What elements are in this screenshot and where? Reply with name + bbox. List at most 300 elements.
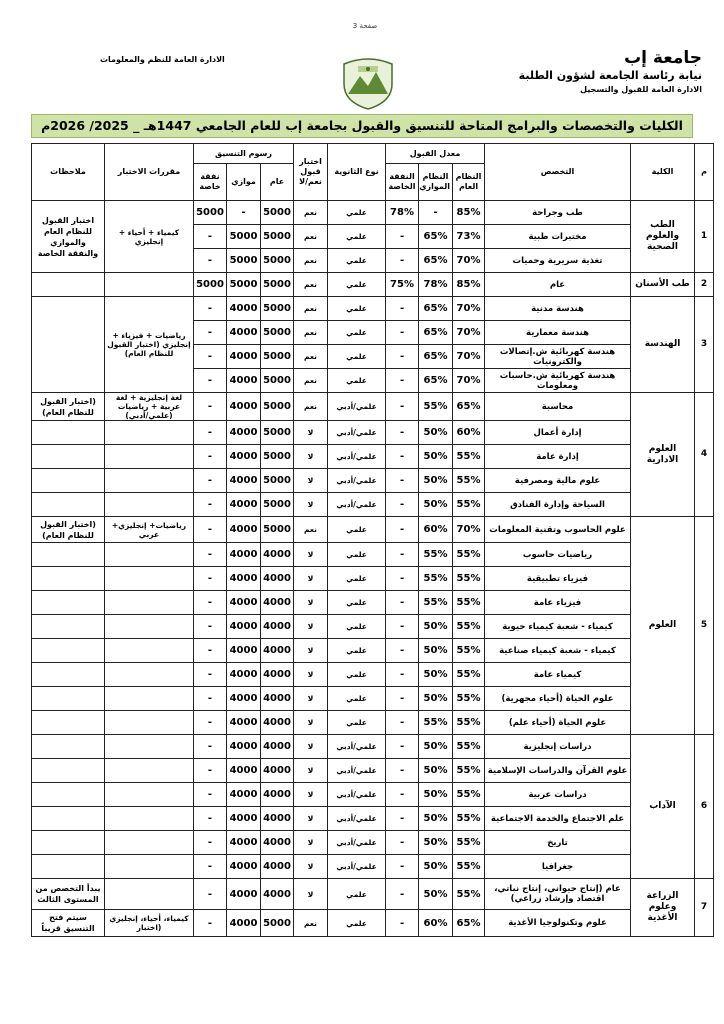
- parallel-rate: 65%: [419, 249, 453, 273]
- secondary-type: علمي/أدبي: [328, 493, 386, 517]
- college-name: العلوم: [631, 517, 695, 735]
- private-rate: -: [386, 591, 419, 615]
- fee-private: -: [194, 517, 227, 543]
- fee-private: -: [194, 297, 227, 321]
- row-number: 6: [695, 735, 714, 879]
- fee-private: -: [194, 543, 227, 567]
- fee-parallel: 4000: [227, 421, 261, 445]
- private-rate: -: [386, 567, 419, 591]
- table-row: [32, 393, 714, 421]
- specialization-name: مختبرات طبية: [485, 225, 631, 249]
- parallel-rate: 50%: [419, 493, 453, 517]
- specialization-name: إدارة عامة: [485, 445, 631, 469]
- parallel-rate: 50%: [419, 735, 453, 759]
- notes: [32, 807, 105, 831]
- secondary-type: علمي: [328, 615, 386, 639]
- specialization-name: تاريخ: [485, 831, 631, 855]
- col-secondary-type: نوع الثانوية: [328, 144, 386, 201]
- exam-subjects: [105, 493, 194, 517]
- parallel-rate: 50%: [419, 687, 453, 711]
- private-rate: -: [386, 783, 419, 807]
- exam-subjects: [105, 735, 194, 759]
- entrance-test: لا: [294, 493, 328, 517]
- parallel-rate: 65%: [419, 225, 453, 249]
- exam-subjects: [105, 711, 194, 735]
- general-rate: 55%: [453, 735, 485, 759]
- fee-parallel: 4000: [227, 855, 261, 879]
- fee-general: 4000: [261, 591, 294, 615]
- table-row: [32, 783, 714, 807]
- specialization-name: علوم الحياة (أحياء مجهرية): [485, 687, 631, 711]
- specialization-name: السياحة وإدارة الفنادق: [485, 493, 631, 517]
- fee-parallel: 4000: [227, 687, 261, 711]
- fee-general: 5000: [261, 201, 294, 225]
- fee-parallel: 4000: [227, 735, 261, 759]
- exam-subjects: [105, 759, 194, 783]
- general-rate: 55%: [453, 807, 485, 831]
- table-row: [32, 445, 714, 469]
- parallel-rate: 50%: [419, 783, 453, 807]
- notes: اختبار القبول للنظام العام والموازي والنفقة الخاصة: [32, 201, 105, 273]
- secondary-type: علمي: [328, 567, 386, 591]
- private-rate: -: [386, 543, 419, 567]
- parallel-rate: 50%: [419, 759, 453, 783]
- fee-private: -: [194, 369, 227, 393]
- private-rate: 78%: [386, 201, 419, 225]
- fee-parallel: 4000: [227, 615, 261, 639]
- parallel-rate: 55%: [419, 543, 453, 567]
- parallel-rate: 55%: [419, 711, 453, 735]
- entrance-test: لا: [294, 543, 328, 567]
- admissions-table: [31, 143, 714, 937]
- fee-general: 4000: [261, 687, 294, 711]
- fee-private: -: [194, 321, 227, 345]
- secondary-type: علمي: [328, 910, 386, 937]
- entrance-test: نعم: [294, 249, 328, 273]
- notes: [32, 421, 105, 445]
- entrance-test: نعم: [294, 393, 328, 421]
- general-rate: 55%: [453, 663, 485, 687]
- general-rate: 60%: [453, 421, 485, 445]
- entrance-test: لا: [294, 663, 328, 687]
- table-row: [32, 831, 714, 855]
- entrance-test: نعم: [294, 321, 328, 345]
- entrance-test: نعم: [294, 201, 328, 225]
- specialization-name: كيمياء - شعبة كيمياء صناعية: [485, 639, 631, 663]
- fee-private: -: [194, 910, 227, 937]
- secondary-type: علمي/أدبي: [328, 855, 386, 879]
- specialization-name: طب وجراحة: [485, 201, 631, 225]
- notes: [32, 567, 105, 591]
- parallel-rate: 65%: [419, 297, 453, 321]
- general-rate: 55%: [453, 543, 485, 567]
- college-name: العلوم الادارية: [631, 393, 695, 517]
- specialization-name: هندسة كهربائية ش.إتصالات والكترونيات: [485, 345, 631, 369]
- college-name: الهندسة: [631, 297, 695, 393]
- exam-subjects: [105, 807, 194, 831]
- entrance-test: نعم: [294, 273, 328, 297]
- private-rate: -: [386, 910, 419, 937]
- general-rate: 55%: [453, 783, 485, 807]
- private-rate: -: [386, 493, 419, 517]
- fee-general: 5000: [261, 910, 294, 937]
- notes: [32, 297, 105, 393]
- table-row: [32, 421, 714, 445]
- general-rate: 70%: [453, 249, 485, 273]
- specialization-name: كيمياء عامة: [485, 663, 631, 687]
- entrance-test: لا: [294, 567, 328, 591]
- entrance-test: لا: [294, 639, 328, 663]
- fee-general: 4000: [261, 783, 294, 807]
- parallel-rate: 50%: [419, 831, 453, 855]
- fee-private: -: [194, 735, 227, 759]
- fee-private: -: [194, 855, 227, 879]
- specialization-name: إدارة أعمال: [485, 421, 631, 445]
- secondary-type: علمي: [328, 321, 386, 345]
- secondary-type: علمي: [328, 591, 386, 615]
- fee-general: 5000: [261, 517, 294, 543]
- private-rate: -: [386, 321, 419, 345]
- fee-parallel: 4000: [227, 369, 261, 393]
- parallel-rate: 50%: [419, 445, 453, 469]
- table-row: [32, 910, 714, 937]
- private-rate: -: [386, 759, 419, 783]
- col-specialization: التخصص: [485, 144, 631, 201]
- fee-general: 4000: [261, 735, 294, 759]
- entrance-test: لا: [294, 445, 328, 469]
- fee-general: 5000: [261, 445, 294, 469]
- table-row: [32, 493, 714, 517]
- parallel-rate: 65%: [419, 345, 453, 369]
- row-number: 3: [695, 297, 714, 393]
- fee-parallel: 4000: [227, 879, 261, 910]
- university-name: جامعة إب: [624, 48, 702, 68]
- parallel-rate: 50%: [419, 469, 453, 493]
- fee-parallel: 4000: [227, 639, 261, 663]
- specialization-name: دراسات إنجليزية: [485, 735, 631, 759]
- general-rate: 70%: [453, 345, 485, 369]
- fee-general: 5000: [261, 273, 294, 297]
- secondary-type: علمي/أدبي: [328, 735, 386, 759]
- fee-parallel: 4000: [227, 543, 261, 567]
- fee-general: 4000: [261, 879, 294, 910]
- table-row: [32, 469, 714, 493]
- col-fee-general: عام: [261, 164, 294, 201]
- fee-private: -: [194, 759, 227, 783]
- private-rate: -: [386, 421, 419, 445]
- fee-general: 5000: [261, 225, 294, 249]
- col-notes: ملاحظات: [32, 144, 105, 201]
- general-rate: 55%: [453, 855, 485, 879]
- col-entrance-test: اختبار قبول نعم/لا: [294, 144, 328, 201]
- general-rate: 65%: [453, 393, 485, 421]
- table-row: [32, 591, 714, 615]
- private-rate: -: [386, 687, 419, 711]
- private-rate: -: [386, 369, 419, 393]
- specialization-name: جغرافيا: [485, 855, 631, 879]
- notes: يبدأ التخصص من المستوى الثالث: [32, 879, 105, 910]
- notes: [32, 493, 105, 517]
- notes: (اختبار القبول للنظام العام): [32, 517, 105, 543]
- col-fee-private: نفقة خاصة: [194, 164, 227, 201]
- secondary-type: علمي: [328, 687, 386, 711]
- general-rate: 70%: [453, 297, 485, 321]
- fee-parallel: 4000: [227, 321, 261, 345]
- secondary-type: علمي/أدبي: [328, 393, 386, 421]
- parallel-rate: 50%: [419, 421, 453, 445]
- entrance-test: لا: [294, 469, 328, 493]
- entrance-test: لا: [294, 615, 328, 639]
- general-rate: 55%: [453, 469, 485, 493]
- private-rate: -: [386, 735, 419, 759]
- college-name: الزراعة وعلوم الأغذية: [631, 879, 695, 937]
- private-rate: -: [386, 831, 419, 855]
- table-row: [32, 297, 714, 321]
- private-rate: -: [386, 297, 419, 321]
- systems-dept: الادارة العامة للنظم والمعلومات: [100, 55, 225, 64]
- fee-general: 5000: [261, 393, 294, 421]
- fee-parallel: 5000: [227, 225, 261, 249]
- col-exam-subjects: مقررات الاختبار: [105, 144, 194, 201]
- notes: [32, 469, 105, 493]
- general-rate: 55%: [453, 639, 485, 663]
- secondary-type: علمي: [328, 249, 386, 273]
- specialization-name: رياضيات حاسوب: [485, 543, 631, 567]
- secondary-type: علمي: [328, 201, 386, 225]
- entrance-test: نعم: [294, 517, 328, 543]
- notes: [32, 615, 105, 639]
- exam-subjects: [105, 855, 194, 879]
- parallel-rate: 60%: [419, 910, 453, 937]
- notes: [32, 783, 105, 807]
- private-rate: -: [386, 807, 419, 831]
- fee-general: 4000: [261, 831, 294, 855]
- entrance-test: نعم: [294, 297, 328, 321]
- secondary-type: علمي: [328, 273, 386, 297]
- fee-private: -: [194, 567, 227, 591]
- exam-subjects: رياضيات+ إنجليزي+ عربي: [105, 517, 194, 543]
- notes: [32, 663, 105, 687]
- general-rate: 55%: [453, 493, 485, 517]
- notes: [32, 687, 105, 711]
- general-rate: 55%: [453, 711, 485, 735]
- notes: [32, 711, 105, 735]
- fee-general: 5000: [261, 469, 294, 493]
- general-rate: 85%: [453, 201, 485, 225]
- notes: [32, 855, 105, 879]
- fee-general: 5000: [261, 493, 294, 517]
- table-row: [32, 879, 714, 910]
- exam-subjects: [105, 421, 194, 445]
- university-logo-icon: [340, 54, 396, 110]
- table-row: [32, 567, 714, 591]
- exam-subjects: [105, 663, 194, 687]
- private-rate: -: [386, 855, 419, 879]
- private-rate: 75%: [386, 273, 419, 297]
- fee-parallel: 4000: [227, 345, 261, 369]
- row-number: 5: [695, 517, 714, 735]
- fee-private: -: [194, 249, 227, 273]
- entrance-test: نعم: [294, 345, 328, 369]
- col-general-system: النظام العام: [453, 164, 485, 201]
- table-row: [32, 759, 714, 783]
- table-row: [32, 273, 714, 297]
- parallel-rate: 50%: [419, 855, 453, 879]
- notes: [32, 543, 105, 567]
- fee-private: -: [194, 393, 227, 421]
- fee-general: 5000: [261, 421, 294, 445]
- entrance-test: لا: [294, 831, 328, 855]
- private-rate: -: [386, 879, 419, 910]
- specialization-name: علم الاجتماع والخدمة الاجتماعية: [485, 807, 631, 831]
- entrance-test: لا: [294, 879, 328, 910]
- specialization-name: علوم الحياة (أحياء علم): [485, 711, 631, 735]
- exam-subjects: [105, 879, 194, 910]
- fee-general: 5000: [261, 369, 294, 393]
- college-name: الطب والعلوم الصحية: [631, 201, 695, 273]
- table-row: [32, 807, 714, 831]
- general-rate: 55%: [453, 831, 485, 855]
- fee-parallel: 4000: [227, 469, 261, 493]
- private-rate: -: [386, 225, 419, 249]
- private-rate: -: [386, 663, 419, 687]
- general-rate: 55%: [453, 445, 485, 469]
- col-private-fee: النفقة الخاصة: [386, 164, 419, 201]
- fee-general: 4000: [261, 663, 294, 687]
- specialization-name: عام: [485, 273, 631, 297]
- secondary-type: علمي: [328, 345, 386, 369]
- specialization-name: هندسة مدنية: [485, 297, 631, 321]
- entrance-test: لا: [294, 687, 328, 711]
- fee-parallel: 4000: [227, 807, 261, 831]
- private-rate: -: [386, 445, 419, 469]
- col-college: الكلية: [631, 144, 695, 201]
- table-row: [32, 201, 714, 225]
- row-number: 7: [695, 879, 714, 937]
- fee-general: 5000: [261, 249, 294, 273]
- parallel-rate: 55%: [419, 393, 453, 421]
- secondary-type: علمي/أدبي: [328, 807, 386, 831]
- specialization-name: علوم القرآن والدراسات الإسلامية: [485, 759, 631, 783]
- private-rate: -: [386, 615, 419, 639]
- col-no: م: [695, 144, 714, 201]
- notes: [32, 831, 105, 855]
- fee-parallel: 4000: [227, 567, 261, 591]
- entrance-test: لا: [294, 855, 328, 879]
- secondary-type: علمي: [328, 225, 386, 249]
- private-rate: -: [386, 469, 419, 493]
- deputy-name: نيابة رئاسة الجامعة لشؤون الطلبة: [518, 69, 702, 82]
- entrance-test: نعم: [294, 225, 328, 249]
- secondary-type: علمي: [328, 879, 386, 910]
- parallel-rate: 55%: [419, 591, 453, 615]
- table-row: [32, 639, 714, 663]
- fee-parallel: 4000: [227, 663, 261, 687]
- general-rate: 55%: [453, 567, 485, 591]
- notes: [32, 273, 105, 297]
- specialization-name: علوم الحاسوب وتقنية المعلومات: [485, 517, 631, 543]
- parallel-rate: 55%: [419, 567, 453, 591]
- fee-private: -: [194, 615, 227, 639]
- entrance-test: لا: [294, 421, 328, 445]
- fee-parallel: 4000: [227, 591, 261, 615]
- fee-general: 4000: [261, 567, 294, 591]
- fee-general: 5000: [261, 321, 294, 345]
- secondary-type: علمي: [328, 543, 386, 567]
- secondary-type: علمي: [328, 369, 386, 393]
- notes: [32, 445, 105, 469]
- private-rate: -: [386, 393, 419, 421]
- fee-general: 4000: [261, 759, 294, 783]
- row-number: 1: [695, 201, 714, 273]
- notes: [32, 591, 105, 615]
- row-number: 2: [695, 273, 714, 297]
- row-number: 4: [695, 393, 714, 517]
- fee-private: -: [194, 807, 227, 831]
- exam-subjects: لغة إنجليزية + لغة عربية + رياضيات (علمي/أدبي): [105, 393, 194, 421]
- specialization-name: علوم وتكنولوجيا الأغذية: [485, 910, 631, 937]
- exam-subjects: [105, 831, 194, 855]
- table-row: [32, 711, 714, 735]
- specialization-name: محاسبة: [485, 393, 631, 421]
- table-row: [32, 517, 714, 543]
- fee-parallel: 4000: [227, 393, 261, 421]
- secondary-type: علمي/أدبي: [328, 759, 386, 783]
- private-rate: -: [386, 517, 419, 543]
- fee-general: 4000: [261, 543, 294, 567]
- parallel-rate: 60%: [419, 517, 453, 543]
- fee-private: -: [194, 687, 227, 711]
- parallel-rate: 50%: [419, 879, 453, 910]
- table-row: [32, 855, 714, 879]
- fee-private: -: [194, 469, 227, 493]
- general-rate: 55%: [453, 759, 485, 783]
- general-rate: 70%: [453, 369, 485, 393]
- parallel-rate: 65%: [419, 369, 453, 393]
- general-rate: 55%: [453, 879, 485, 910]
- general-rate: 73%: [453, 225, 485, 249]
- notes: (اختبار القبول للنظام العام): [32, 393, 105, 421]
- table-row: [32, 663, 714, 687]
- exam-subjects: [105, 273, 194, 297]
- fee-private: -: [194, 639, 227, 663]
- notes: [32, 735, 105, 759]
- private-rate: -: [386, 345, 419, 369]
- entrance-test: لا: [294, 735, 328, 759]
- secondary-type: علمي: [328, 639, 386, 663]
- parallel-rate: -: [419, 201, 453, 225]
- secondary-type: علمي/أدبي: [328, 421, 386, 445]
- col-admission-rate: معدل القبول: [386, 144, 485, 164]
- general-rate: 85%: [453, 273, 485, 297]
- notes: [32, 759, 105, 783]
- fee-parallel: 4000: [227, 759, 261, 783]
- entrance-test: لا: [294, 591, 328, 615]
- fee-private: -: [194, 831, 227, 855]
- fee-general: 4000: [261, 639, 294, 663]
- fee-private: -: [194, 345, 227, 369]
- fee-private: -: [194, 711, 227, 735]
- fee-general: 5000: [261, 345, 294, 369]
- fee-general: 5000: [261, 297, 294, 321]
- fee-parallel: 4000: [227, 783, 261, 807]
- specialization-name: هندسة معمارية: [485, 321, 631, 345]
- fee-parallel: 4000: [227, 910, 261, 937]
- exam-subjects: [105, 639, 194, 663]
- table-row: [32, 543, 714, 567]
- general-rate: 55%: [453, 591, 485, 615]
- general-rate: 70%: [453, 517, 485, 543]
